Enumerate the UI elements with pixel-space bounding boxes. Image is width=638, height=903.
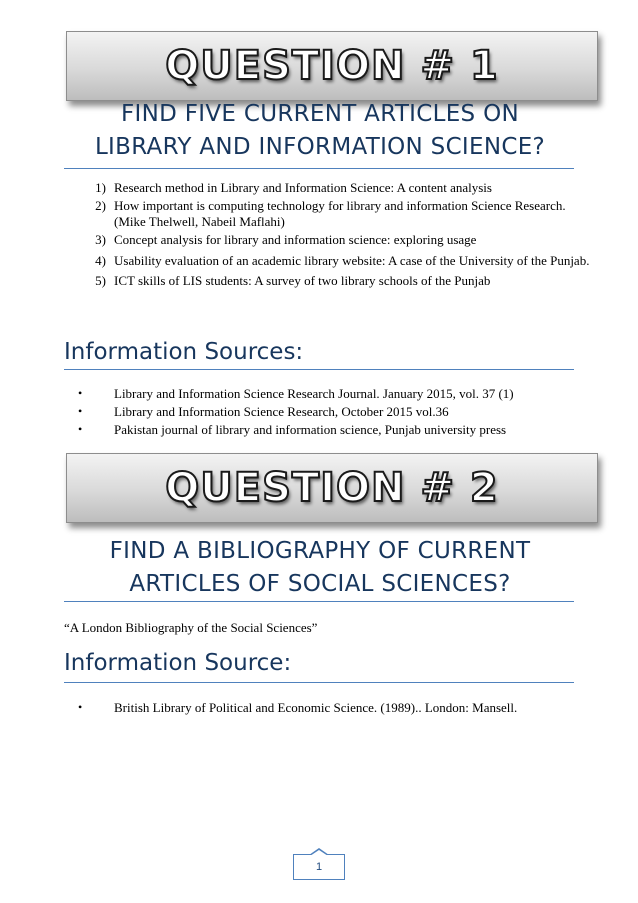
question-1-heading-line-1: FIND FIVE CURRENT ARTICLES ON: [121, 101, 519, 127]
information-source-list: [66, 699, 608, 717]
page-number-box: [293, 854, 345, 880]
information-sources-heading: Information Sources:: [64, 339, 304, 365]
question-2-divider: [64, 601, 574, 602]
bullet-icon: •: [78, 700, 83, 714]
article-item-4: [95, 250, 608, 271]
question-1-heading-line-2: LIBRARY AND INFORMATION SCIENCE?: [94, 134, 546, 160]
article-item-5: [95, 273, 608, 289]
source-item: [78, 699, 608, 716]
question-1-banner: [66, 31, 598, 101]
question-1-divider: [64, 168, 574, 169]
article-authors: (Mike Thelwell, Nabeil Maflahi): [114, 214, 285, 229]
question-2-heading-line-2: ARTICLES OF SOCIAL SCIENCES?: [129, 571, 511, 597]
source-item: [78, 385, 608, 402]
information-source-divider: [64, 682, 574, 683]
article-number: 1): [95, 180, 106, 195]
information-source-heading: Information Source:: [64, 650, 292, 676]
articles-list: [66, 180, 608, 291]
source-item: [78, 403, 608, 420]
bullet-icon: •: [78, 386, 83, 400]
information-sources-divider: [64, 369, 574, 370]
source-text: Pakistan journal of library and information science, Punjab university press: [114, 422, 507, 437]
information-sources-list: [66, 385, 608, 439]
article-title: Research method in Library and Information Science: A content analysis: [114, 180, 492, 195]
question-2-title: QUESTION # 2: [165, 465, 499, 511]
article-number: 5): [95, 273, 106, 288]
question-2-heading: [60, 535, 580, 601]
bibliography-answer: “A London Bibliography of the Social Sciences”: [64, 620, 318, 635]
source-item: [78, 421, 608, 438]
question-2-heading-line-1: FIND A BIBLIOGRAPHY OF CURRENT: [109, 538, 531, 564]
bullet-icon: •: [78, 422, 83, 436]
article-title: Concept analysis for library and information science: exploring usage: [114, 232, 477, 247]
article-number: 4): [95, 253, 106, 268]
article-item-2: [95, 198, 608, 230]
question-1-heading: [60, 98, 580, 164]
source-text: British Library of Political and Economic Science. (1989).. London: Mansell.: [114, 700, 518, 715]
article-title: Usability evaluation of an academic library website: A case of the University of the Punjab.: [114, 253, 590, 268]
article-item-1: [95, 180, 608, 196]
article-title: How important is computing technology for library and information Science Research.: [114, 198, 566, 213]
article-number: 2): [95, 198, 106, 213]
article-number: 3): [95, 232, 106, 247]
source-text: Library and Information Science Research Journal. January 2015, vol. 37 (1): [114, 386, 514, 401]
page-number: 1: [315, 861, 323, 873]
bullet-icon: •: [78, 404, 83, 418]
article-item-3: [95, 232, 608, 248]
source-text: Library and Information Science Research, October 2015 vol.36: [114, 404, 449, 419]
article-title: ICT skills of LIS students: A survey of two library schools of the Punjab: [114, 273, 491, 288]
question-1-title: QUESTION # 1: [165, 43, 499, 89]
question-2-banner: [66, 453, 598, 523]
